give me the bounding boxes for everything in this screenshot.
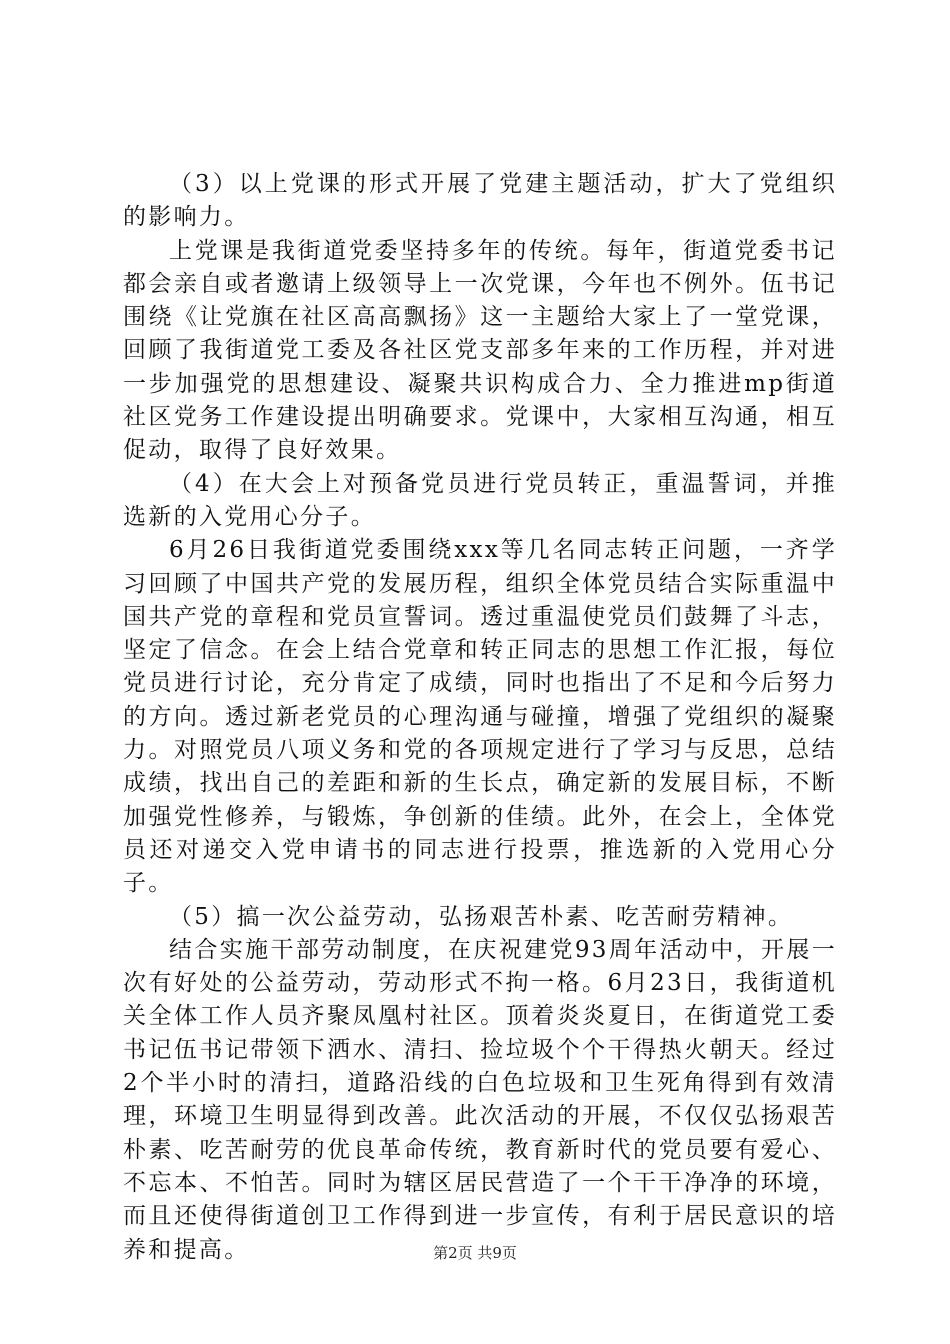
paragraph-member-conversion: 6月26日我街道党委围绕xxx等几名同志转正问题，一齐学习回顾了中国共产党的发展历程，组织全体党员结合实际重温中国共产党的章程和党员宣誓词。透过重温使党员们鼓舞了斗志，坚定了信念。在会上结合党章和转正同志的思想工作汇报，每位党员进行讨论，充分肯定了成绩，同时也指出了不足和今后努力的方向。透过新老党员的心理沟通与碰撞，增强了党组织的凝聚力。对照党员八项义务和党的各项规定进行了学习与反思，总结成绩，找出自己的差距和新的生长点，确定新的发展目标，不断加强党性修养，与锻炼，争创新的佳绩。此外，在会上，全体党员还对递交入党申请书的同志进行投票，推选新的入党用心分子。: [123, 537, 837, 897]
paragraph-heading-5: （5）搞一次公益劳动，弘扬艰苦朴素、吃苦耐劳精神。: [169, 903, 794, 930]
document-body: [123, 168, 837, 1267]
page-footer: [0, 1243, 950, 1263]
paragraph-heading-4: （4）在大会上对预备党员进行党员转正，重温誓词，并推选新的入党用心分子。: [123, 470, 837, 530]
paragraph-public-labor: 结合实施干部劳动制度，在庆祝建党93周年活动中，开展一次有好处的公益劳动，劳动形式不拘一格。6月23日，我街道机关全体工作人员齐聚凤凰村社区。顶着炎炎夏日，在街道党工委书记伍书记带领下洒水、清扫、捡垃圾个个干得热火朝天。经过2个半小时的清扫，道路沿线的白色垃圾和卫生死角得到有效清理，环境卫生明显得到改善。此次活动的开展，不仅仅弘扬艰苦朴素、吃苦耐劳的优良革命传统，教育新时代的党员要有爱心、不忘本、不怕苦。同时为辖区居民营造了一个干干净净的环境，而且还使得街道创卫工作得到进一步宣传，有利于居民意识的培养和提高。: [123, 936, 837, 1263]
paragraph-party-lecture: 上党课是我街道党委坚持多年的传统。每年，街道党委书记都会亲自或者邀请上级领导上一次党课，今年也不例外。伍书记围绕《让党旗在社区高高飘扬》这一主题给大家上了一堂党课，回顾了我街道党工委及各社区党支部多年来的工作历程，并对进一步加强党的思想建设、凝聚共识构成合力、全力推进mp街道社区党务工作建设提出明确要求。党课中，大家相互沟通，相互促动，取得了良好效果。: [123, 237, 837, 464]
paragraph-heading-3: （3）以上党课的形式开展了党建主题活动，扩大了党组织的影响力。: [123, 171, 837, 231]
page-number-label: 第2页 共9页: [433, 1244, 517, 1262]
